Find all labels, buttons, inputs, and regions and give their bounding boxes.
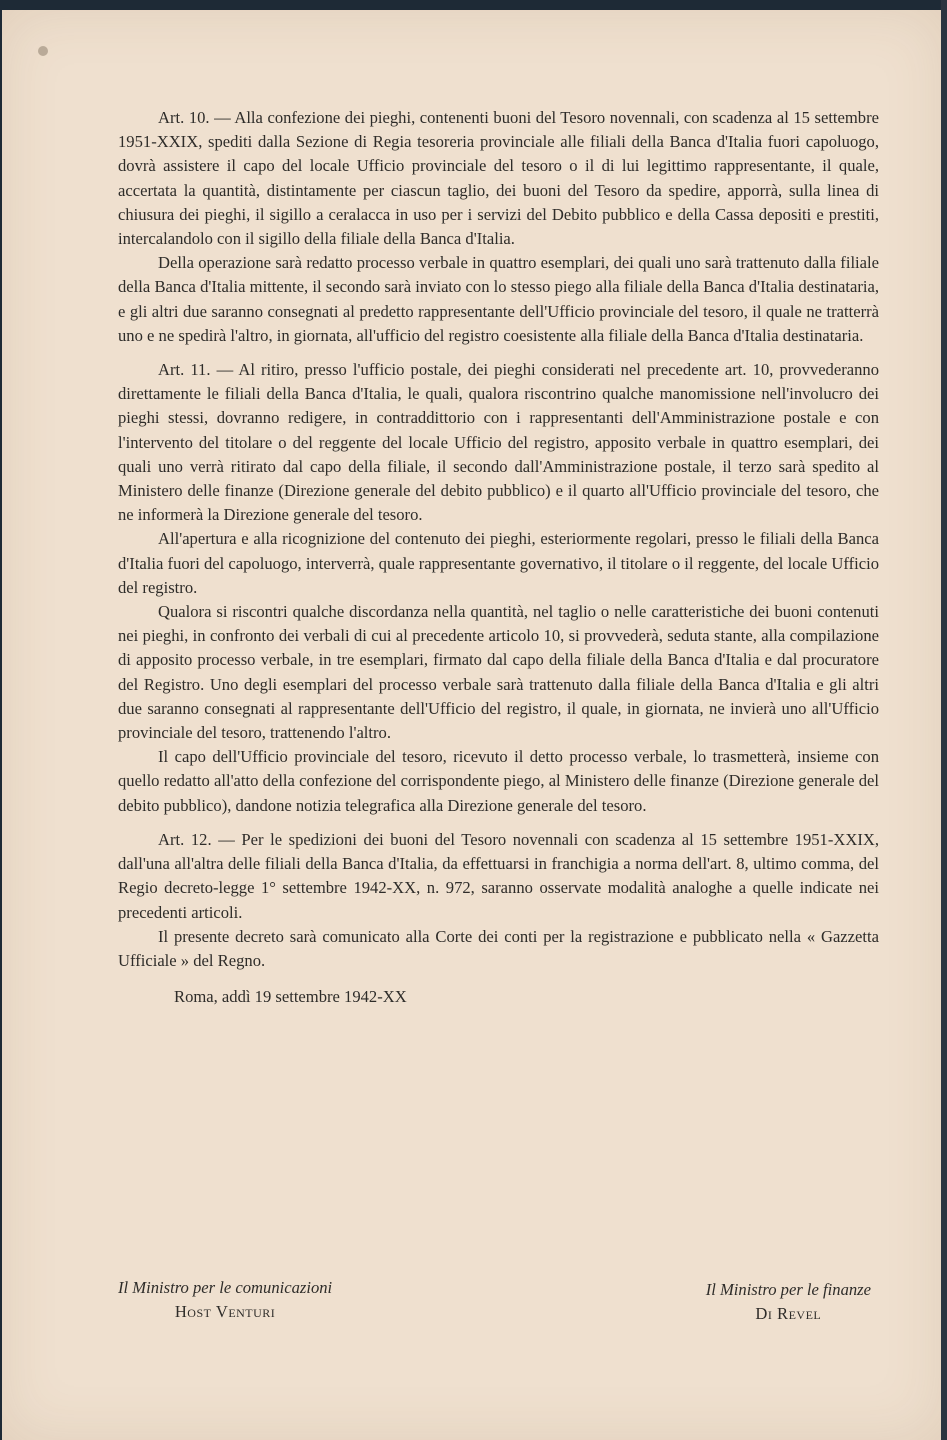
article-11-paragraph-1: Art. 11. — Al ritiro, presso l'ufficio postale, dei pieghi considerati nel precedente art. 10, provvederanno direttamente le filiali della Banca d'Italia, le quali, qualora riscontrino qualche manomissione nell'involucro dei pieghi stessi, dovranno redigere, in contraddittorio con i rappresentanti dell'Amministrazione postale e con l'intervento del titolare o del reggente del locale Ufficio del registro, apposito verbale in quattro esemplari, dei quali uno verrà ritirato dal capo della filiale, il secondo dall'Amministrazione postale, il terzo sarà spedito al Ministero delle finanze (Direzione generale del debito pubblico) e il quarto all'Ufficio provinciale del tesoro, che ne informerà la Direzione generale del tesoro. xyxy=(118,360,879,525)
signature-right xyxy=(706,1278,871,1326)
document-page xyxy=(2,10,942,1440)
signature-left-name: Host Venturi xyxy=(174,1302,276,1321)
signature-left xyxy=(118,1276,332,1324)
scan-right-edge xyxy=(941,0,947,1440)
signature-left-role: Il Ministro per le comunicazioni xyxy=(118,1278,333,1297)
article-10-paragraph-1: Art. 10. — Alla confezione dei pieghi, contenenti buoni del Tesoro novennali, con scadenza al 15 settembre 1951-XXIX, spediti dalla Sezione di Regia tesoreria provinciale alle filiali della Banca d'Italia fuori capoluogo, dovrà assistere il capo del locale Ufficio provinciale del tesoro o il di lui legittimo rappresentante, il quale, accertata la quantità, distintamente per ciascun taglio, dei buoni del Tesoro da spedire, apporrà, sulla linea di chiusura dei pieghi, il sigillo a ceralacca in uso per i servizi del Debito pubblico e della Cassa depositi e prestiti, intercalandolo con il sigillo della filiale della Banca d'Italia. xyxy=(118,108,879,249)
scan-top-edge xyxy=(0,0,947,10)
signature-right-name: Di Revel xyxy=(755,1304,822,1323)
article-11-paragraph-3: Qualora si riscontri qualche discordanza nella quantità, nel taglio o nelle caratteristiche dei buoni contenuti nei pieghi, in confronto dei verbali di cui al precedente articolo 10, si provvederà, seduta stante, alla compilazione di apposito processo verbale, in tre esemplari, firmato dal capo della filiale della Banca d'Italia e dal procuratore del Registro. Uno degli esemplari del processo verbale sarà trattenuto dalla filiale della Banca d'Italia e gli altri due saranno consegnati al rappresentante dell'Ufficio del registro, il quale, in giornata, ne invierà uno all'Ufficio provinciale del tesoro, trattenendo l'altro. xyxy=(118,602,879,743)
article-12-paragraph-1: Art. 12. — Per le spedizioni dei buoni del Tesoro novennali con scadenza al 15 settembre 1951-XXIX, dall'una all'altra delle filiali della Banca d'Italia, da effettuarsi in franchigia a norma dell'art. 8, ultimo comma, del Regio decreto-legge 1° settembre 1942-XX, n. 972, saranno osservate modalità analoghe a quelle indicate nei precedenti articoli. xyxy=(118,829,879,922)
article-11-paragraph-2: All'apertura e alla ricognizione del contenuto dei pieghi, esteriormente regolari, presso le filiali della Banca d'Italia fuori del capoluogo, interverrà, quale rappresentante governativo, il titolare o il reggente, del locale Ufficio del registro. xyxy=(118,529,879,597)
date-line: Roma, addì 19 settembre 1942-XX xyxy=(174,987,407,1007)
punch-hole-mark xyxy=(38,46,48,56)
article-10-paragraph-2: Della operazione sarà redatto processo verbale in quattro esemplari, dei quali uno sarà trattenuto dalla filiale della Banca d'Italia mittente, il secondo sarà inviato con lo stesso piego alla filiale della Banca d'Italia destinataria, e gli altri due saranno consegnati al predetto rappresentante dell'Ufficio provinciale del tesoro, il quale ne tratterrà uno e ne spedirà l'altro, in giornata, all'ufficio del registro coesistente alla filiale della Banca d'Italia destinataria. xyxy=(118,253,879,345)
closing-paragraph: Il presente decreto sarà comunicato alla Corte dei conti per la registrazione e pubblicato nella « Gazzetta Ufficiale » del Regno. xyxy=(118,926,879,970)
signature-right-role: Il Ministro per le finanze xyxy=(705,1280,871,1299)
article-11-paragraph-4: Il capo dell'Ufficio provinciale del tesoro, ricevuto il detto processo verbale, lo trasmetterà, insieme con quello redatto all'atto della confezione del corrispondente piego, al Ministero delle finanze (Direzione generale del debito pubblico), dandone notizia telegrafica alla Direzione generale del tesoro. xyxy=(118,747,879,815)
decree-body xyxy=(118,106,879,1009)
